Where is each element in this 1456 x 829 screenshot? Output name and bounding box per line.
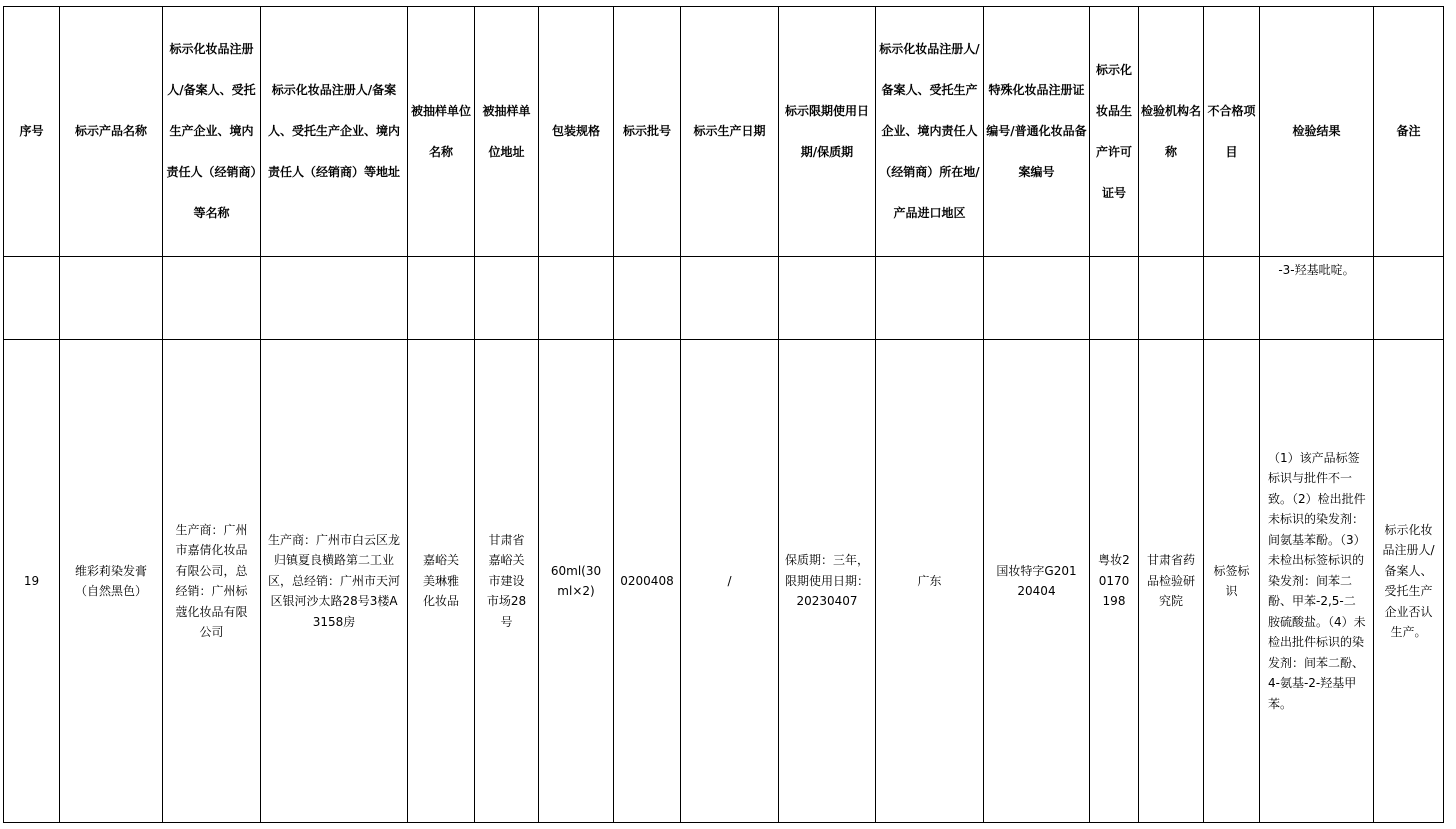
header-company-address: 标示化妆品注册人/备案人、受托生产企业、境内责任人（经销商）等地址	[261, 7, 408, 257]
cell-seq: 19	[4, 340, 60, 823]
cell-result: （1）该产品标签标识与批件不一致。（2）检出批件未标识的染发剂：间氨基苯酚。（3）未检出标签标识的染发剂：间苯二酚、甲苯-2,5-二胺硫酸盐。（4）未检出批件标识的染发剂：间苯二酚、4-氨基-2-羟基甲苯。	[1260, 340, 1374, 823]
header-seq: 序号	[4, 7, 60, 257]
cell-failed-item: 标签标识	[1204, 340, 1260, 823]
header-row	[4, 7, 1444, 257]
cell-region: 广东	[876, 340, 984, 823]
header-expiry: 标示限期使用日期/保质期	[779, 7, 876, 257]
header-sampled-unit-address: 被抽样单位地址	[475, 7, 539, 257]
header-region: 标示化妆品注册人/备案人、受托生产企业、境内责任人（经销商）所在地/产品进口地区	[876, 7, 984, 257]
header-production-date: 标示生产日期	[681, 7, 779, 257]
cell-registration-no: 国妆特字G20120404	[984, 340, 1090, 823]
cell-license-no: 粤妆20170198	[1090, 340, 1139, 823]
continuation-result: -3-羟基吡啶。	[1260, 257, 1374, 340]
header-result: 检验结果	[1260, 7, 1374, 257]
header-sampled-unit-name: 被抽样单位名称	[408, 7, 475, 257]
header-product-name: 标示产品名称	[60, 7, 163, 257]
header-package: 包装规格	[539, 7, 614, 257]
inspection-results-table	[3, 6, 1444, 823]
continuation-row	[4, 257, 1444, 340]
cell-sampled-unit-address: 甘肃省嘉峪关市建设市场28号	[475, 340, 539, 823]
header-registration-no: 特殊化妆品注册证编号/普通化妆品备案编号	[984, 7, 1090, 257]
cell-inspection-org: 甘肃省药品检验研究院	[1139, 340, 1204, 823]
cell-company-names: 生产商：广州市嘉倩化妆品有限公司，总经销：广州标蔻化妆品有限公司	[163, 340, 261, 823]
header-license-no: 标示化妆品生产许可证号	[1090, 7, 1139, 257]
header-failed-item: 不合格项目	[1204, 7, 1260, 257]
cell-sampled-unit-name: 嘉峪关美琳雅化妆品	[408, 340, 475, 823]
cell-product-name: 维彩莉染发膏（自然黑色）	[60, 340, 163, 823]
cell-production-date: /	[681, 340, 779, 823]
header-company-names: 标示化妆品注册人/备案人、受托生产企业、境内责任人（经销商）等名称	[163, 7, 261, 257]
cell-remark: 标示化妆品注册人/备案人、受托生产企业否认生产。	[1374, 340, 1444, 823]
cell-company-address: 生产商：广州市白云区龙归镇夏良横路第二工业区，总经销：广州市天河区银河沙太路28号3楼A3158房	[261, 340, 408, 823]
header-inspection-org: 检验机构名称	[1139, 7, 1204, 257]
cell-package: 60ml(30ml×2)	[539, 340, 614, 823]
header-batch: 标示批号	[614, 7, 681, 257]
header-remark: 备注	[1374, 7, 1444, 257]
table-row	[4, 340, 1444, 823]
cell-expiry: 保质期：三年，限期使用日期：20230407	[779, 340, 876, 823]
cell-batch: 0200408	[614, 340, 681, 823]
